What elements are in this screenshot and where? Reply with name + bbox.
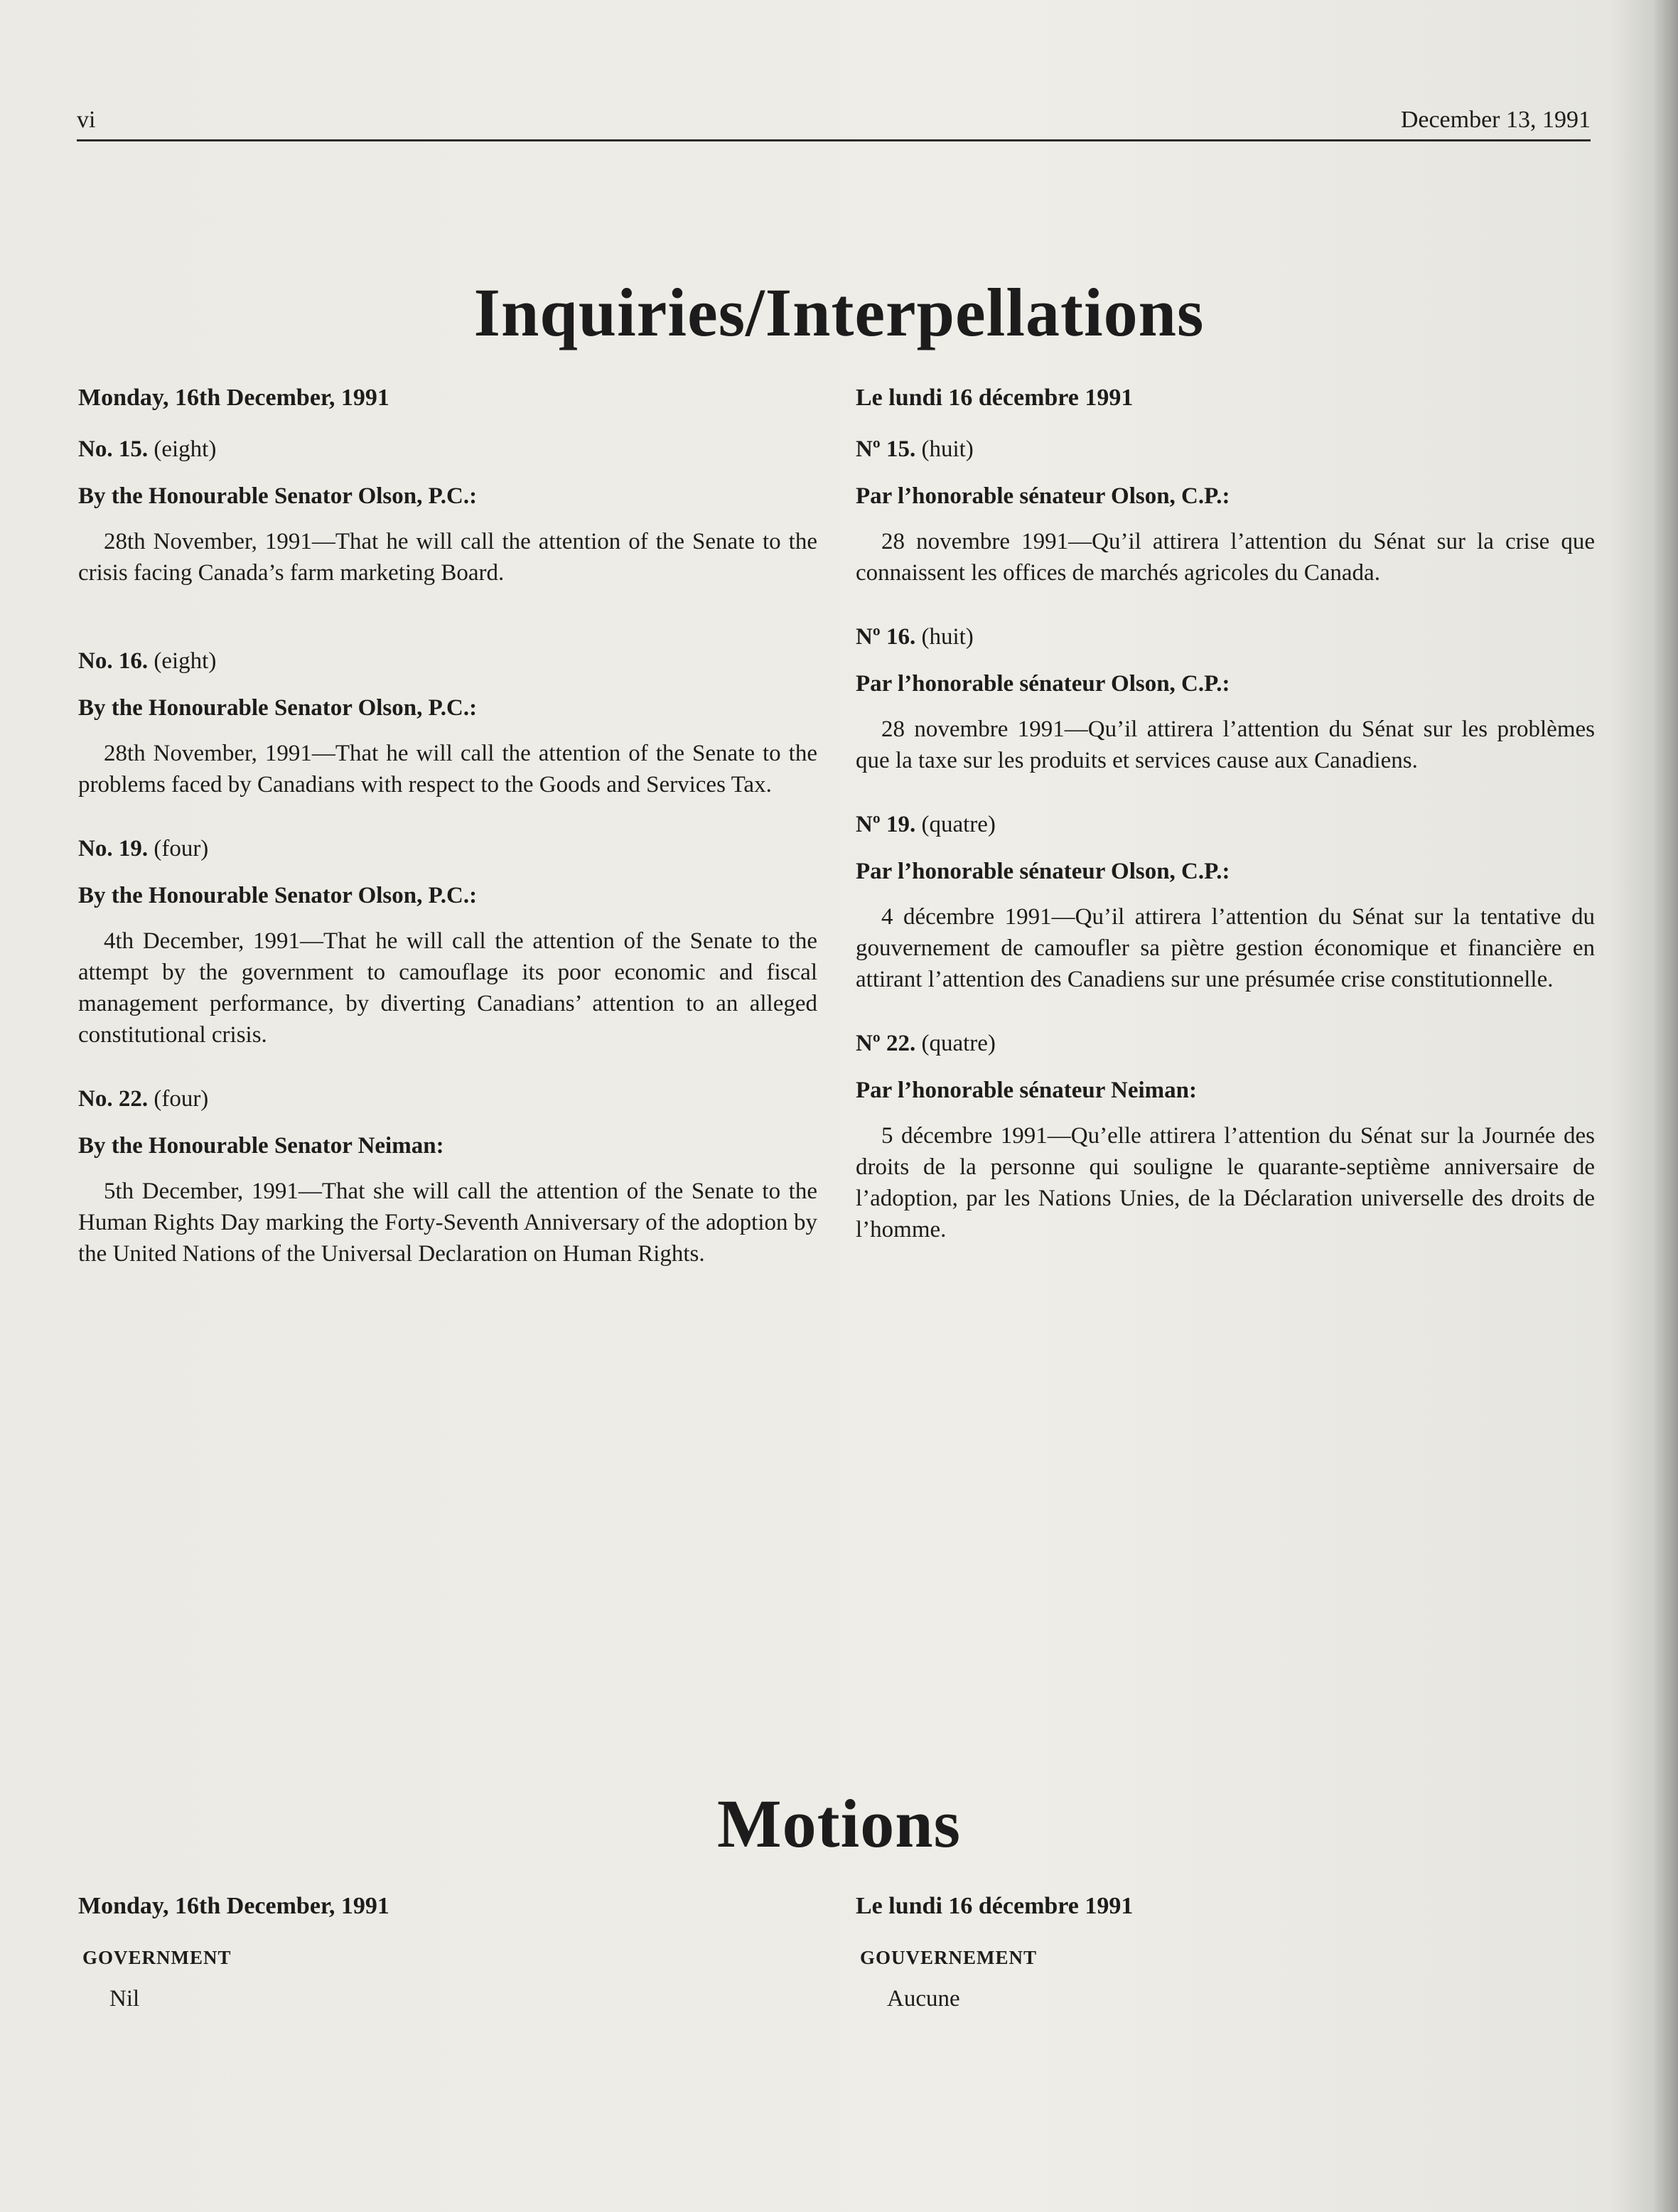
- inquiry-number: No. 22. (four): [78, 1086, 209, 1112]
- inquiries-french-column: [856, 382, 1595, 1278]
- inquiry-sponsor: Par l’honorable sénateur Neiman:: [856, 1078, 1197, 1103]
- inquiry-number: Nº 15. (huit): [856, 436, 974, 462]
- inquiry-sponsor: By the Honourable Senator Olson, P.C.:: [78, 483, 478, 509]
- inquiry-entry: [856, 434, 1595, 589]
- inquiry-entry: [856, 809, 1595, 995]
- inquiry-number: No. 19. (four): [78, 836, 209, 861]
- motions-heading-fr: GOUVERNEMENT: [860, 1947, 1038, 1968]
- inquiry-number: Nº 22. (quatre): [856, 1031, 996, 1056]
- inquiry-text: 4 décembre 1991—Qu’il attirera l’attention du Sénat sur la tentative du gouvernement de camoufler sa piètre gestion économique et financière en attirant l’attention des Canadiens sur une présumée crise constitutionnelle.: [856, 904, 1595, 992]
- inquiry-text: 5 décembre 1991—Qu’elle attirera l’attention du Sénat sur la Journée des droits de la personne qui souligne le quarante-septième anniversaire de l’adoption, par les Nations Unies, de la Déclaration universelle des droits de l’homme.: [856, 1123, 1595, 1242]
- inquiry-sponsor: Par l’honorable sénateur Olson, C.P.:: [856, 483, 1230, 509]
- inquiry-sponsor: Par l’honorable sénateur Olson, C.P.:: [856, 671, 1230, 697]
- inquiry-text: 5th December, 1991—That she will call the attention of the Senate to the Human Rights Day marking the Forty-Seventh Anniversary of the adoption by the United Nations of the Universal Declaration on Human Rights.: [78, 1179, 817, 1267]
- inquiry-text: 28 novembre 1991—Qu’il attirera l’attention du Sénat sur les problèmes que la taxe sur les produits et services cause aux Canadiens.: [856, 716, 1595, 773]
- motions-date-en: Monday, 16th December, 1991: [78, 1893, 389, 1919]
- inquiry-entry: [78, 645, 817, 800]
- motions-french-column: [856, 1891, 1595, 2014]
- inquiry-sponsor: By the Honourable Senator Olson, P.C.:: [78, 883, 478, 908]
- motions-value-en: Nil: [109, 1986, 140, 2012]
- inquiry-sponsor: By the Honourable Senator Olson, P.C.:: [78, 695, 478, 721]
- page-number: vi: [77, 107, 96, 133]
- motions-heading-en: GOVERNMENT: [82, 1947, 232, 1968]
- motions-date-fr: Le lundi 16 décembre 1991: [856, 1893, 1134, 1919]
- inquiry-sponsor: Par l’honorable sénateur Olson, C.P.:: [856, 859, 1230, 884]
- inquiry-entry: [78, 1083, 817, 1269]
- inquiry-text: 28th November, 1991—That he will call the attention of the Senate to the crisis facing Canada’s farm marketing Board.: [78, 529, 817, 586]
- inquiry-entry: [78, 434, 817, 589]
- inquiries-english-column: [78, 382, 817, 1302]
- inquiry-sponsor: By the Honourable Senator Neiman:: [78, 1133, 444, 1159]
- inquiries-date-fr: Le lundi 16 décembre 1991: [856, 385, 1134, 411]
- motions-value-fr: Aucune: [887, 1986, 960, 2012]
- motions-english-column: [78, 1891, 817, 2014]
- inquiry-text: 28th November, 1991—That he will call the attention of the Senate to the problems faced by Canadians with respect to the Goods and Services Tax.: [78, 741, 817, 798]
- inquiry-text: 4th December, 1991—That he will call the attention of the Senate to the attempt by the government to camouflage its poor economic and fiscal management performance, by diverting Canadians’ attention to an alleged constitutional crisis.: [78, 928, 817, 1048]
- inquiry-number: No. 15. (eight): [78, 436, 217, 462]
- inquiries-date-en: Monday, 16th December, 1991: [78, 385, 389, 411]
- inquiry-entry: [78, 833, 817, 1051]
- inquiry-number: No. 16. (eight): [78, 648, 217, 674]
- inquiry-text: 28 novembre 1991—Qu’il attirera l’attention du Sénat sur la crise que connaissent les offices de marchés agricoles du Canada.: [856, 529, 1595, 586]
- inquiry-number: Nº 16. (huit): [856, 624, 974, 650]
- inquiry-entry: [856, 621, 1595, 776]
- inquiry-entry: [856, 1028, 1595, 1245]
- motions-title: Motions: [717, 1786, 961, 1862]
- inquiries-title: Inquiries/Interpellations: [473, 274, 1205, 350]
- running-head: [77, 107, 1591, 141]
- inquiry-number: Nº 19. (quatre): [856, 812, 996, 837]
- page-date: December 13, 1991: [1400, 107, 1591, 133]
